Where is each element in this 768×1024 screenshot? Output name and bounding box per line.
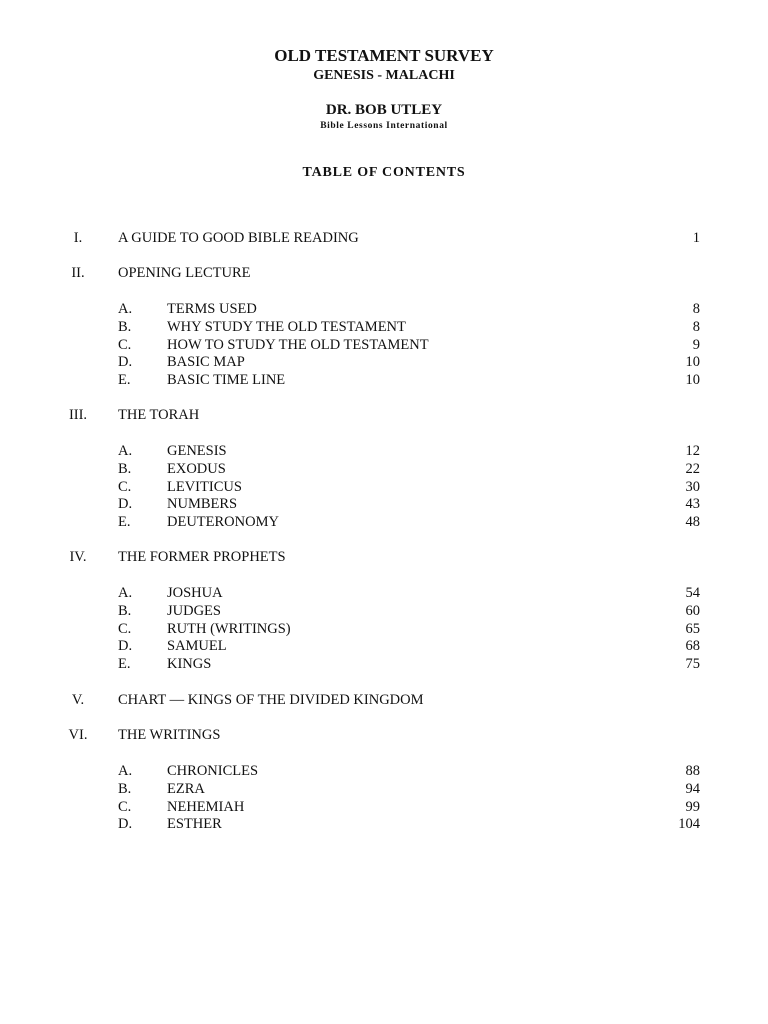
toc-entry [0,602,768,620]
page-number: 104 [678,816,700,833]
entry-title: DEUTERONOMY [167,514,279,531]
toc-entry [0,637,768,655]
entry-title: SAMUEL [167,638,227,655]
entry-letter: C. [118,798,132,815]
toc-entry [0,798,768,816]
page-number: 1 [692,230,700,246]
entry-title: WHY STUDY THE OLD TESTAMENT [167,318,406,335]
section-number: IV. [69,549,87,565]
page-number: 48 [685,514,700,531]
entry-letter: D. [118,638,133,655]
entry-letter: C. [118,336,132,353]
page-number: 60 [685,602,700,619]
page-number: 10 [685,372,700,389]
section-title: THE FORMER PROPHETS [118,549,286,565]
entry-title: GENESIS [167,443,227,459]
entry-title: CHRONICLES [167,763,259,779]
page-number: 94 [685,780,700,797]
entry-title: JUDGES [167,602,221,619]
toc-entry [0,318,768,336]
toc-entry [0,513,768,531]
page-number: 8 [692,318,700,335]
section-title: OPENING LECTURE [118,265,251,281]
entry-letter: C. [118,478,132,495]
toc-heading: TABLE OF CONTENTS [302,165,466,180]
toc-entry [0,762,768,780]
toc-section [0,406,768,424]
page-number: 10 [685,354,700,371]
entry-letter: B. [118,460,132,477]
toc-entry [0,620,768,638]
document-subtitle: GENESIS - MALACHI [313,68,455,83]
entry-letter: D. [118,816,133,833]
toc-section [0,264,768,282]
section-title: A GUIDE TO GOOD BIBLE READING [118,230,359,246]
section-number: V. [71,692,85,708]
page-number: 43 [685,496,700,513]
entry-title: HOW TO STUDY THE OLD TESTAMENT [167,336,429,353]
entry-title: TERMS USED [167,301,257,317]
page-number: 99 [685,798,700,815]
toc-section [0,726,768,744]
toc-entry [0,655,768,673]
author: DR. BOB UTLEY [325,102,443,118]
toc-section [0,229,768,247]
entry-title: RUTH (WRITINGS) [167,620,291,637]
toc-entry [0,300,768,318]
entry-letter: E. [118,514,131,531]
toc-entry [0,371,768,389]
section-number: III. [68,407,88,423]
toc-entry [0,815,768,833]
document-title: OLD TESTAMENT SURVEY [274,46,494,65]
entry-title: BASIC TIME LINE [167,372,286,389]
entry-letter: B. [118,602,132,619]
toc-entry [0,442,768,460]
page-number: 68 [685,638,700,655]
entry-title: JOSHUA [167,585,223,601]
entry-letter: B. [118,318,132,335]
entry-title: NUMBERS [167,496,238,513]
page-number: 54 [685,585,700,601]
entry-letter: E. [118,372,131,389]
entry-title: ESTHER [167,816,222,833]
section-number: II. [71,265,85,281]
section-number: I. [73,230,83,246]
entry-letter: D. [118,496,133,513]
entry-letter: B. [118,780,132,797]
toc-section [0,691,768,709]
page-number: 12 [685,443,700,459]
toc-entry [0,336,768,354]
entry-title: KINGS [167,656,212,673]
entry-letter: A. [118,763,133,779]
page-number: 8 [692,301,700,317]
toc-entry [0,460,768,478]
toc-entry [0,353,768,371]
entry-title: EZRA [167,780,205,797]
page-number: 88 [685,763,700,779]
entry-title: LEVITICUS [167,478,242,495]
page-number: 75 [685,656,700,673]
organization: Bible Lessons International [320,121,448,131]
page-number: 65 [685,620,700,637]
toc-entry [0,584,768,602]
entry-letter: C. [118,620,132,637]
entry-title: NEHEMIAH [167,798,245,815]
toc-entry [0,478,768,496]
toc-entry [0,495,768,513]
entry-letter: D. [118,354,133,371]
section-title: THE WRITINGS [118,727,221,743]
entry-letter: A. [118,585,133,601]
entry-letter: A. [118,443,133,459]
entry-title: EXODUS [167,460,226,477]
page-number: 9 [692,336,700,353]
entry-letter: A. [118,301,133,317]
section-title: THE TORAH [118,407,200,423]
section-title: CHART — KINGS OF THE DIVIDED KINGDOM [118,692,424,708]
section-number: VI. [68,727,88,743]
page-number: 30 [685,478,700,495]
page-number: 22 [685,460,700,477]
toc-section [0,548,768,566]
entry-letter: E. [118,656,131,673]
toc-entry [0,780,768,798]
entry-title: BASIC MAP [167,354,245,371]
